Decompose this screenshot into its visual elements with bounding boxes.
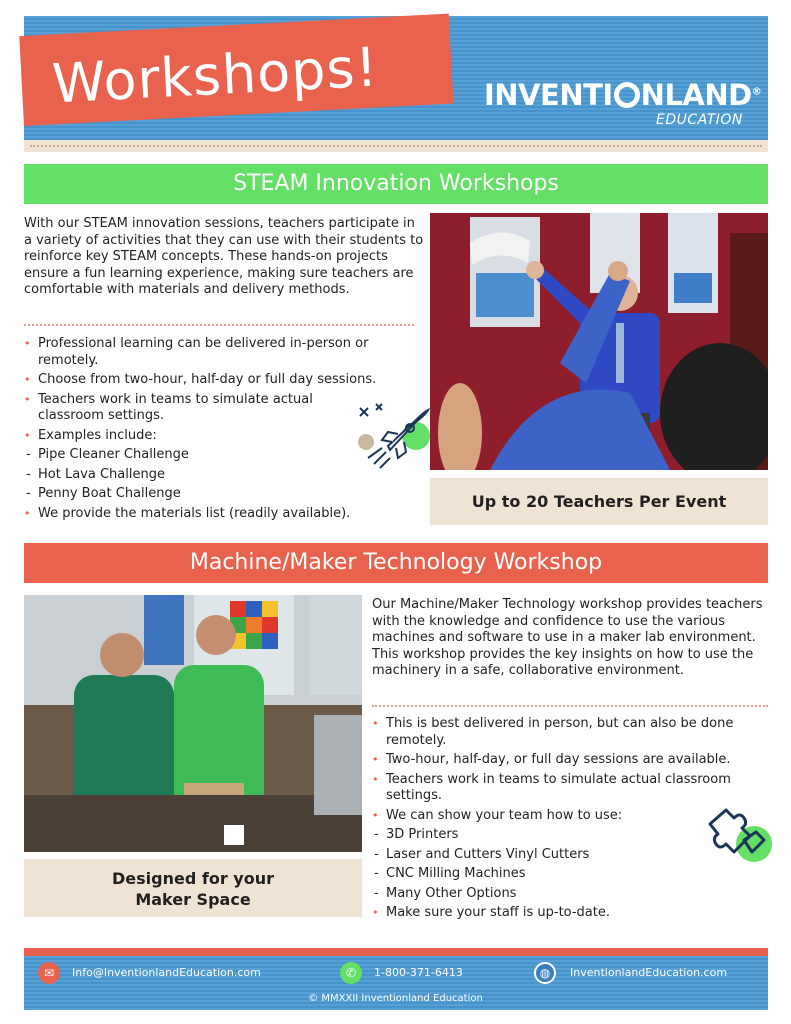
rocket-icon xyxy=(352,402,436,474)
copyright-text: © MMXXII Inventionland Education xyxy=(308,993,483,1004)
footer-email[interactable]: Info@InventionlandEducation.com xyxy=(72,966,261,979)
list-item: • This is best delivered in person, but can also be done remotely. xyxy=(372,716,768,749)
maker-lab-photo xyxy=(24,595,362,852)
brand-subtitle: EDUCATION xyxy=(656,112,743,128)
steam-divider xyxy=(24,324,414,326)
list-subitem: - Many Other Options xyxy=(372,886,768,903)
list-item: • We can show your team how to use: xyxy=(372,808,768,825)
list-item: • Two-hour, half-day, or full day sessions are available. xyxy=(372,752,768,769)
maker-caption-line-2: Maker Space xyxy=(135,890,251,909)
steam-heading: STEAM Innovation Workshops xyxy=(24,164,768,204)
list-item: • Professional learning can be delivered in-person or remotely. xyxy=(24,336,384,369)
maker-heading: Machine/Maker Technology Workshop xyxy=(24,543,768,583)
list-subitem: - Pipe Cleaner Challenge xyxy=(24,447,384,464)
list-subitem: - Laser and Cutters Vinyl Cutters xyxy=(372,847,768,864)
list-subitem: - Hot Lava Challenge xyxy=(24,467,384,484)
maker-caption xyxy=(24,859,362,917)
list-subitem: - 3D Printers xyxy=(372,827,768,844)
phone-icon: ✆ xyxy=(340,962,362,984)
steam-caption: Up to 20 Teachers Per Event xyxy=(430,478,768,525)
puzzle-icon xyxy=(700,804,776,868)
maker-caption-line-1: Designed for your xyxy=(112,869,274,888)
brand-name-part-1: INVENTI xyxy=(484,78,613,112)
footer-phone[interactable]: 1-800-371-6413 xyxy=(374,966,463,979)
header-divider xyxy=(24,140,768,152)
footer-website[interactable]: InventionlandEducation.com xyxy=(570,966,728,979)
list-subitem: - CNC Milling Machines xyxy=(372,866,768,883)
globe-icon: ◍ xyxy=(534,962,556,984)
list-item: • Teachers work in teams to simulate actual classroom settings. xyxy=(372,772,768,805)
brand-logo xyxy=(484,78,761,112)
maker-intro: Our Machine/Maker Technology workshop provides teachers with the knowledge and confidence to use the various machines and software to use in a maker lab environment. This workshop provides the key insights on how to use the machinery in a safe, collaborative environment. xyxy=(372,597,763,678)
registered-mark: ® xyxy=(751,86,762,98)
steam-bullet-list xyxy=(24,336,384,525)
list-subitem: - Penny Boat Challenge xyxy=(24,486,384,503)
brand-name-part-2: NLAND xyxy=(640,78,752,112)
list-item: • Choose from two-hour, half-day or full day sessions. xyxy=(24,372,384,389)
list-item: • Make sure your staff is up-to-date. xyxy=(372,905,768,922)
gear-o-icon xyxy=(614,82,640,108)
teacher-presenting-photo xyxy=(430,213,768,470)
maker-divider xyxy=(372,705,768,707)
page-title: Workshops! xyxy=(50,35,380,116)
list-item: • We provide the materials list (readily available). xyxy=(24,506,384,523)
list-item: • Teachers work in teams to simulate actual classroom settings. xyxy=(24,392,334,425)
list-item: • Examples include: xyxy=(24,428,384,445)
email-icon: ✉ xyxy=(38,962,60,984)
steam-intro: With our STEAM innovation sessions, teachers participate in a variety of activities that they can use with their students to reinforce key STEAM concepts. These hands-on projects ensure a fun learning experience, making sure teachers are comfortable with materials and delivery methods. xyxy=(24,216,424,297)
footer-accent xyxy=(24,948,768,956)
